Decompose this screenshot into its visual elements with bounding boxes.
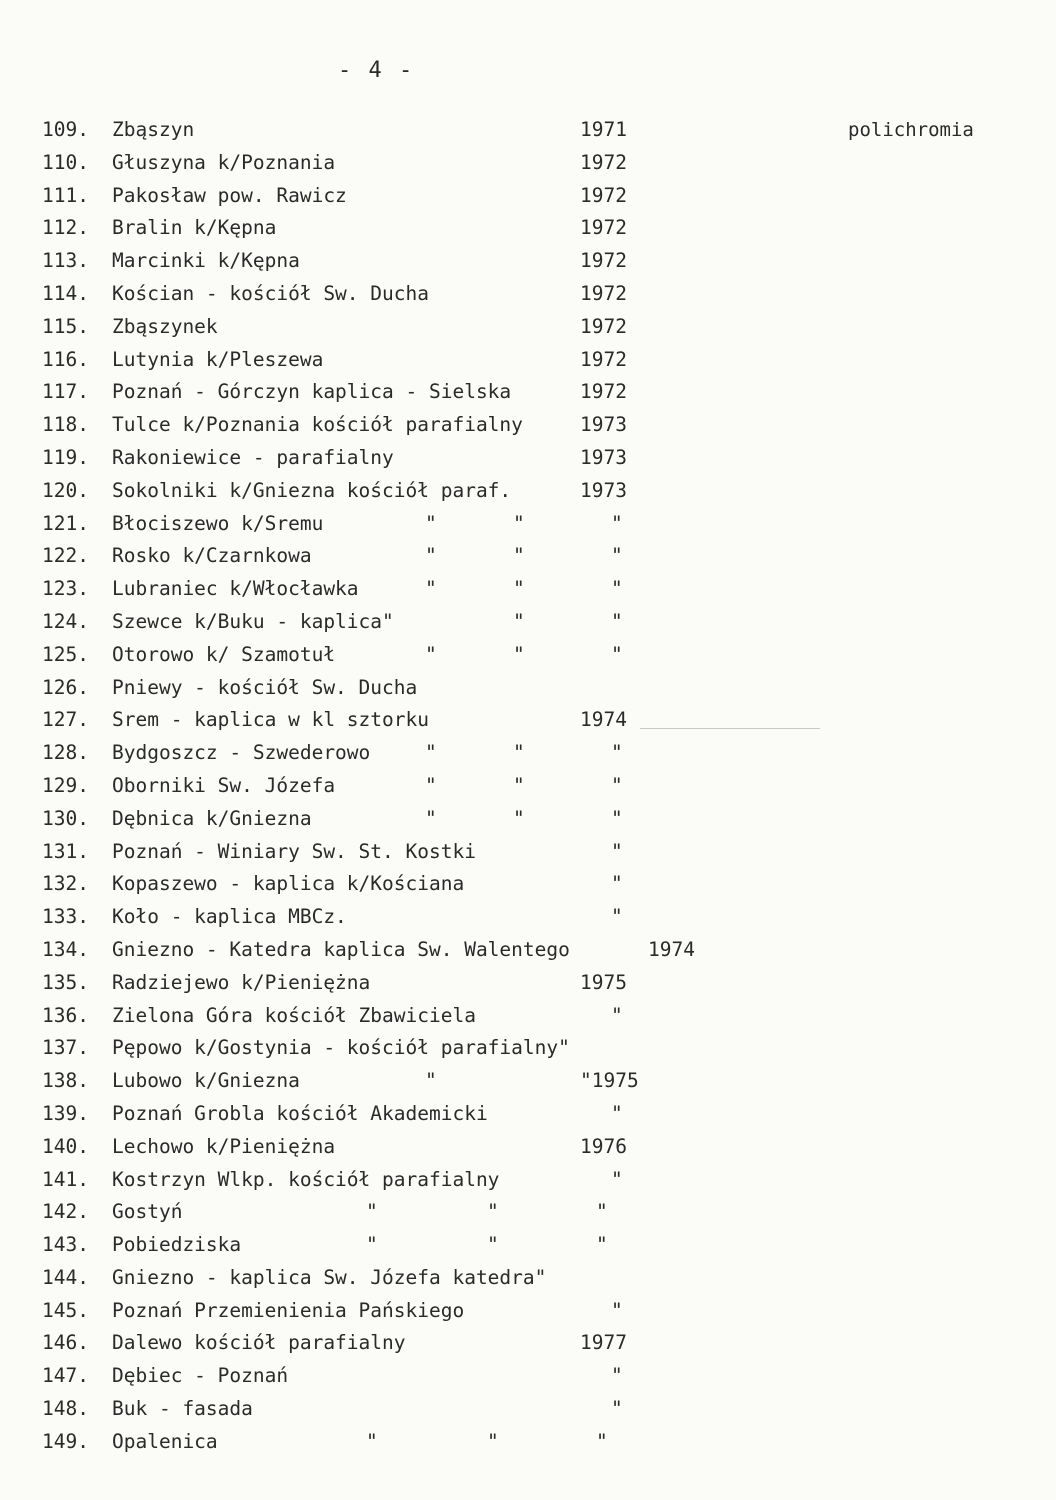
entry-number: 146. — [42, 1331, 89, 1355]
ditto-mark: " — [425, 577, 437, 601]
ditto-mark: " — [611, 741, 623, 765]
entry-number: 128. — [42, 741, 89, 765]
entry-number: 134. — [42, 937, 89, 961]
entry-number: 133. — [42, 905, 89, 929]
ditto-mark: " — [611, 1003, 623, 1027]
list-item — [0, 147, 1056, 180]
entry-number: 130. — [42, 806, 89, 830]
list-item — [0, 1164, 1056, 1197]
list-item — [0, 573, 1056, 606]
entry-number: 140. — [42, 1134, 89, 1158]
entry-number: 132. — [42, 872, 89, 896]
list-item — [0, 344, 1056, 377]
entry-number: 114. — [42, 281, 89, 305]
entry-year: 1974 — [648, 937, 695, 961]
entry-year: 1972 — [580, 183, 627, 207]
entry-number: 145. — [42, 1298, 89, 1322]
ditto-mark: " — [611, 905, 623, 929]
list-item — [0, 803, 1056, 836]
entry-name: Lutynia k/Pleszewa — [112, 347, 324, 371]
list-item — [0, 180, 1056, 213]
entry-year: 1971 — [580, 118, 627, 141]
entry-name: Kostrzyn Wlkp. kościół parafialny — [112, 1167, 500, 1191]
entry-number: 135. — [42, 970, 89, 994]
entry-year: 1977 — [580, 1331, 627, 1355]
list-item — [0, 934, 1056, 967]
list-item — [0, 245, 1056, 278]
list-item — [0, 212, 1056, 245]
list-item — [0, 1032, 1056, 1065]
entry-year: 1972 — [580, 249, 627, 273]
pencil-line — [640, 728, 820, 729]
entry-number: 110. — [42, 150, 89, 174]
entry-year: 1972 — [580, 314, 627, 338]
entry-name: Poznań - Górczyn kaplica - Sielska — [112, 380, 512, 404]
entry-name: Kopaszewo - kaplica k/Kościana — [112, 872, 465, 896]
list-item — [0, 1000, 1056, 1033]
entry-number: 122. — [42, 544, 89, 568]
entry-name: Dalewo kościół parafialny — [112, 1331, 406, 1355]
list-item — [0, 836, 1056, 869]
entry-number: 144. — [42, 1265, 89, 1289]
entry-name: Rosko k/Czarnkowa — [112, 544, 312, 568]
ditto-mark: " — [366, 1233, 378, 1257]
entry-name: Poznań Przemienienia Pańskiego — [112, 1298, 465, 1322]
ditto-mark: " — [611, 577, 623, 601]
list-item — [0, 1295, 1056, 1328]
entry-name: Zbąszyn — [112, 118, 195, 141]
entry-list — [0, 114, 1056, 1459]
list-item — [0, 737, 1056, 770]
entry-year: "1975 — [580, 1069, 639, 1093]
ditto-mark: " — [611, 872, 623, 896]
entry-name: Głuszyna k/Poznania — [112, 150, 336, 174]
entry-year: 1972 — [580, 347, 627, 371]
list-item — [0, 1262, 1056, 1295]
entry-name: Pakosław pow. Rawicz — [112, 183, 347, 207]
entry-name: Bralin k/Kępna — [112, 216, 277, 240]
entry-number: 147. — [42, 1364, 89, 1388]
list-item — [0, 311, 1056, 344]
ditto-mark: " — [611, 806, 623, 830]
ditto-mark: " — [425, 544, 437, 568]
ditto-mark: " — [425, 806, 437, 830]
ditto-mark: " — [611, 544, 623, 568]
entry-name: Dębnica k/Gniezna — [112, 806, 312, 830]
entry-number: 118. — [42, 413, 89, 437]
entry-name: Pobiedziska — [112, 1233, 242, 1257]
list-item — [0, 1098, 1056, 1131]
entry-name: Zbąszynek — [112, 314, 218, 338]
ditto-mark: " — [425, 1069, 437, 1093]
ditto-mark: " — [513, 511, 525, 535]
entry-number: 142. — [42, 1200, 89, 1224]
list-item — [0, 672, 1056, 705]
entry-name: Lubowo k/Gniezna — [112, 1069, 300, 1093]
entry-name: Poznań - Winiary Sw. St. Kostki — [112, 839, 476, 863]
list-item — [0, 376, 1056, 409]
entry-number: 136. — [42, 1003, 89, 1027]
ditto-mark: " — [596, 1429, 608, 1453]
ditto-mark: " — [611, 609, 623, 633]
list-item — [0, 1360, 1056, 1393]
list-item — [0, 868, 1056, 901]
list-item — [0, 967, 1056, 1000]
list-item — [0, 540, 1056, 573]
list-item — [0, 114, 1056, 147]
list-item — [0, 1131, 1056, 1164]
ditto-mark: " — [513, 642, 525, 666]
entry-year: 1972 — [580, 150, 627, 174]
entry-number: 126. — [42, 675, 89, 699]
ditto-mark: " — [596, 1233, 608, 1257]
entry-year: 1972 — [580, 380, 627, 404]
entry-name: Gostyń — [112, 1200, 183, 1224]
ditto-mark: " — [425, 642, 437, 666]
page-number: - 4 - — [338, 58, 415, 83]
entry-name: Szewce k/Buku - kaplica" — [112, 609, 394, 633]
entry-name: Buk - fasada — [112, 1397, 253, 1421]
ditto-mark: " — [366, 1200, 378, 1224]
entry-number: 115. — [42, 314, 89, 338]
ditto-mark: " — [611, 511, 623, 535]
ditto-mark: " — [611, 1397, 623, 1421]
entry-number: 141. — [42, 1167, 89, 1191]
entry-number: 111. — [42, 183, 89, 207]
ditto-mark: " — [425, 741, 437, 765]
list-item — [0, 901, 1056, 934]
ditto-mark: " — [425, 511, 437, 535]
entry-name: Marcinki k/Kępna — [112, 249, 300, 273]
entry-number: 149. — [42, 1429, 89, 1453]
ditto-mark: " — [513, 806, 525, 830]
side-note-polichromia: polichromia — [848, 119, 974, 141]
list-item — [0, 475, 1056, 508]
list-item — [0, 704, 1056, 737]
entry-year: 1974 — [580, 708, 627, 732]
entry-name: Koło - kaplica MBCz. — [112, 905, 347, 929]
entry-number: 109. — [42, 118, 89, 141]
entry-year: 1975 — [580, 970, 627, 994]
entry-name: Radziejewo k/Pieniężna — [112, 970, 371, 994]
entry-number: 120. — [42, 478, 89, 502]
ditto-mark: " — [425, 773, 437, 797]
entry-number: 138. — [42, 1069, 89, 1093]
entry-name: Bydgoszcz - Szwederowo — [112, 741, 371, 765]
entry-year: 1976 — [580, 1134, 627, 1158]
entry-number: 148. — [42, 1397, 89, 1421]
entry-name: Tulce k/Poznania kościół parafialny — [112, 413, 523, 437]
list-item — [0, 770, 1056, 803]
entry-year: 1973 — [580, 413, 627, 437]
ditto-mark: " — [513, 773, 525, 797]
ditto-mark: " — [513, 577, 525, 601]
ditto-mark: " — [487, 1200, 499, 1224]
list-item — [0, 442, 1056, 475]
entry-number: 129. — [42, 773, 89, 797]
ditto-mark: " — [487, 1233, 499, 1257]
ditto-mark: " — [366, 1429, 378, 1453]
entry-number: 112. — [42, 216, 89, 240]
ditto-mark: " — [513, 741, 525, 765]
entry-name: Sokolniki k/Gniezna kościół paraf. — [112, 478, 512, 502]
entry-number: 139. — [42, 1101, 89, 1125]
ditto-mark: " — [596, 1200, 608, 1224]
entry-number: 121. — [42, 511, 89, 535]
ditto-mark: " — [611, 1101, 623, 1125]
ditto-mark: " — [611, 1298, 623, 1322]
list-item — [0, 639, 1056, 672]
entry-name: Opalenica — [112, 1429, 218, 1453]
entry-number: 131. — [42, 839, 89, 863]
entry-year: 1972 — [580, 281, 627, 305]
entry-year: 1972 — [580, 216, 627, 240]
list-item — [0, 1065, 1056, 1098]
list-item — [0, 278, 1056, 311]
list-item — [0, 508, 1056, 541]
entry-year: 1973 — [580, 478, 627, 502]
entry-number: 125. — [42, 642, 89, 666]
entry-number: 119. — [42, 445, 89, 469]
ditto-mark: " — [611, 1364, 623, 1388]
entry-number: 143. — [42, 1233, 89, 1257]
ditto-mark: " — [611, 1167, 623, 1191]
entry-number: 137. — [42, 1036, 89, 1060]
entry-number: 116. — [42, 347, 89, 371]
entry-name: Pniewy - kościół Sw. Ducha — [112, 675, 418, 699]
entry-name: Srem - kaplica w kl sztorku — [112, 708, 429, 732]
ditto-mark: " — [513, 544, 525, 568]
entry-name: Gniezno - Katedra kaplica Sw. Walentego — [112, 937, 570, 961]
entry-number: 124. — [42, 609, 89, 633]
entry-name: Poznań Grobla kościół Akademicki — [112, 1101, 488, 1125]
entry-number: 127. — [42, 708, 89, 732]
entry-number: 117. — [42, 380, 89, 404]
entry-year: 1973 — [580, 445, 627, 469]
entry-name: Dębiec - Poznań — [112, 1364, 289, 1388]
ditto-mark: " — [611, 839, 623, 863]
entry-name: Gniezno - kaplica Sw. Józefa katedra" — [112, 1265, 547, 1289]
list-item — [0, 1196, 1056, 1229]
list-item — [0, 1393, 1056, 1426]
entry-name: Zielona Góra kościół Zbawiciela — [112, 1003, 476, 1027]
entry-name: Otorowo k/ Szamotuł — [112, 642, 336, 666]
entry-name: Oborniki Sw. Józefa — [112, 773, 336, 797]
list-item — [0, 409, 1056, 442]
entry-number: 123. — [42, 577, 89, 601]
ditto-mark: " — [611, 642, 623, 666]
entry-name: Kościan - kościół Sw. Ducha — [112, 281, 429, 305]
entry-name: Pępowo k/Gostynia - kościół parafialny" — [112, 1036, 570, 1060]
entry-name: Rakoniewice - parafialny — [112, 445, 394, 469]
entry-name: Lubraniec k/Włocławka — [112, 577, 359, 601]
entry-name: Błociszewo k/Sremu — [112, 511, 324, 535]
list-item — [0, 606, 1056, 639]
list-item — [0, 1229, 1056, 1262]
ditto-mark: " — [513, 609, 525, 633]
list-item — [0, 1426, 1056, 1459]
ditto-mark: " — [611, 773, 623, 797]
entry-number: 113. — [42, 249, 89, 273]
ditto-mark: " — [487, 1429, 499, 1453]
list-item — [0, 1327, 1056, 1360]
entry-name: Lechowo k/Pieniężna — [112, 1134, 336, 1158]
